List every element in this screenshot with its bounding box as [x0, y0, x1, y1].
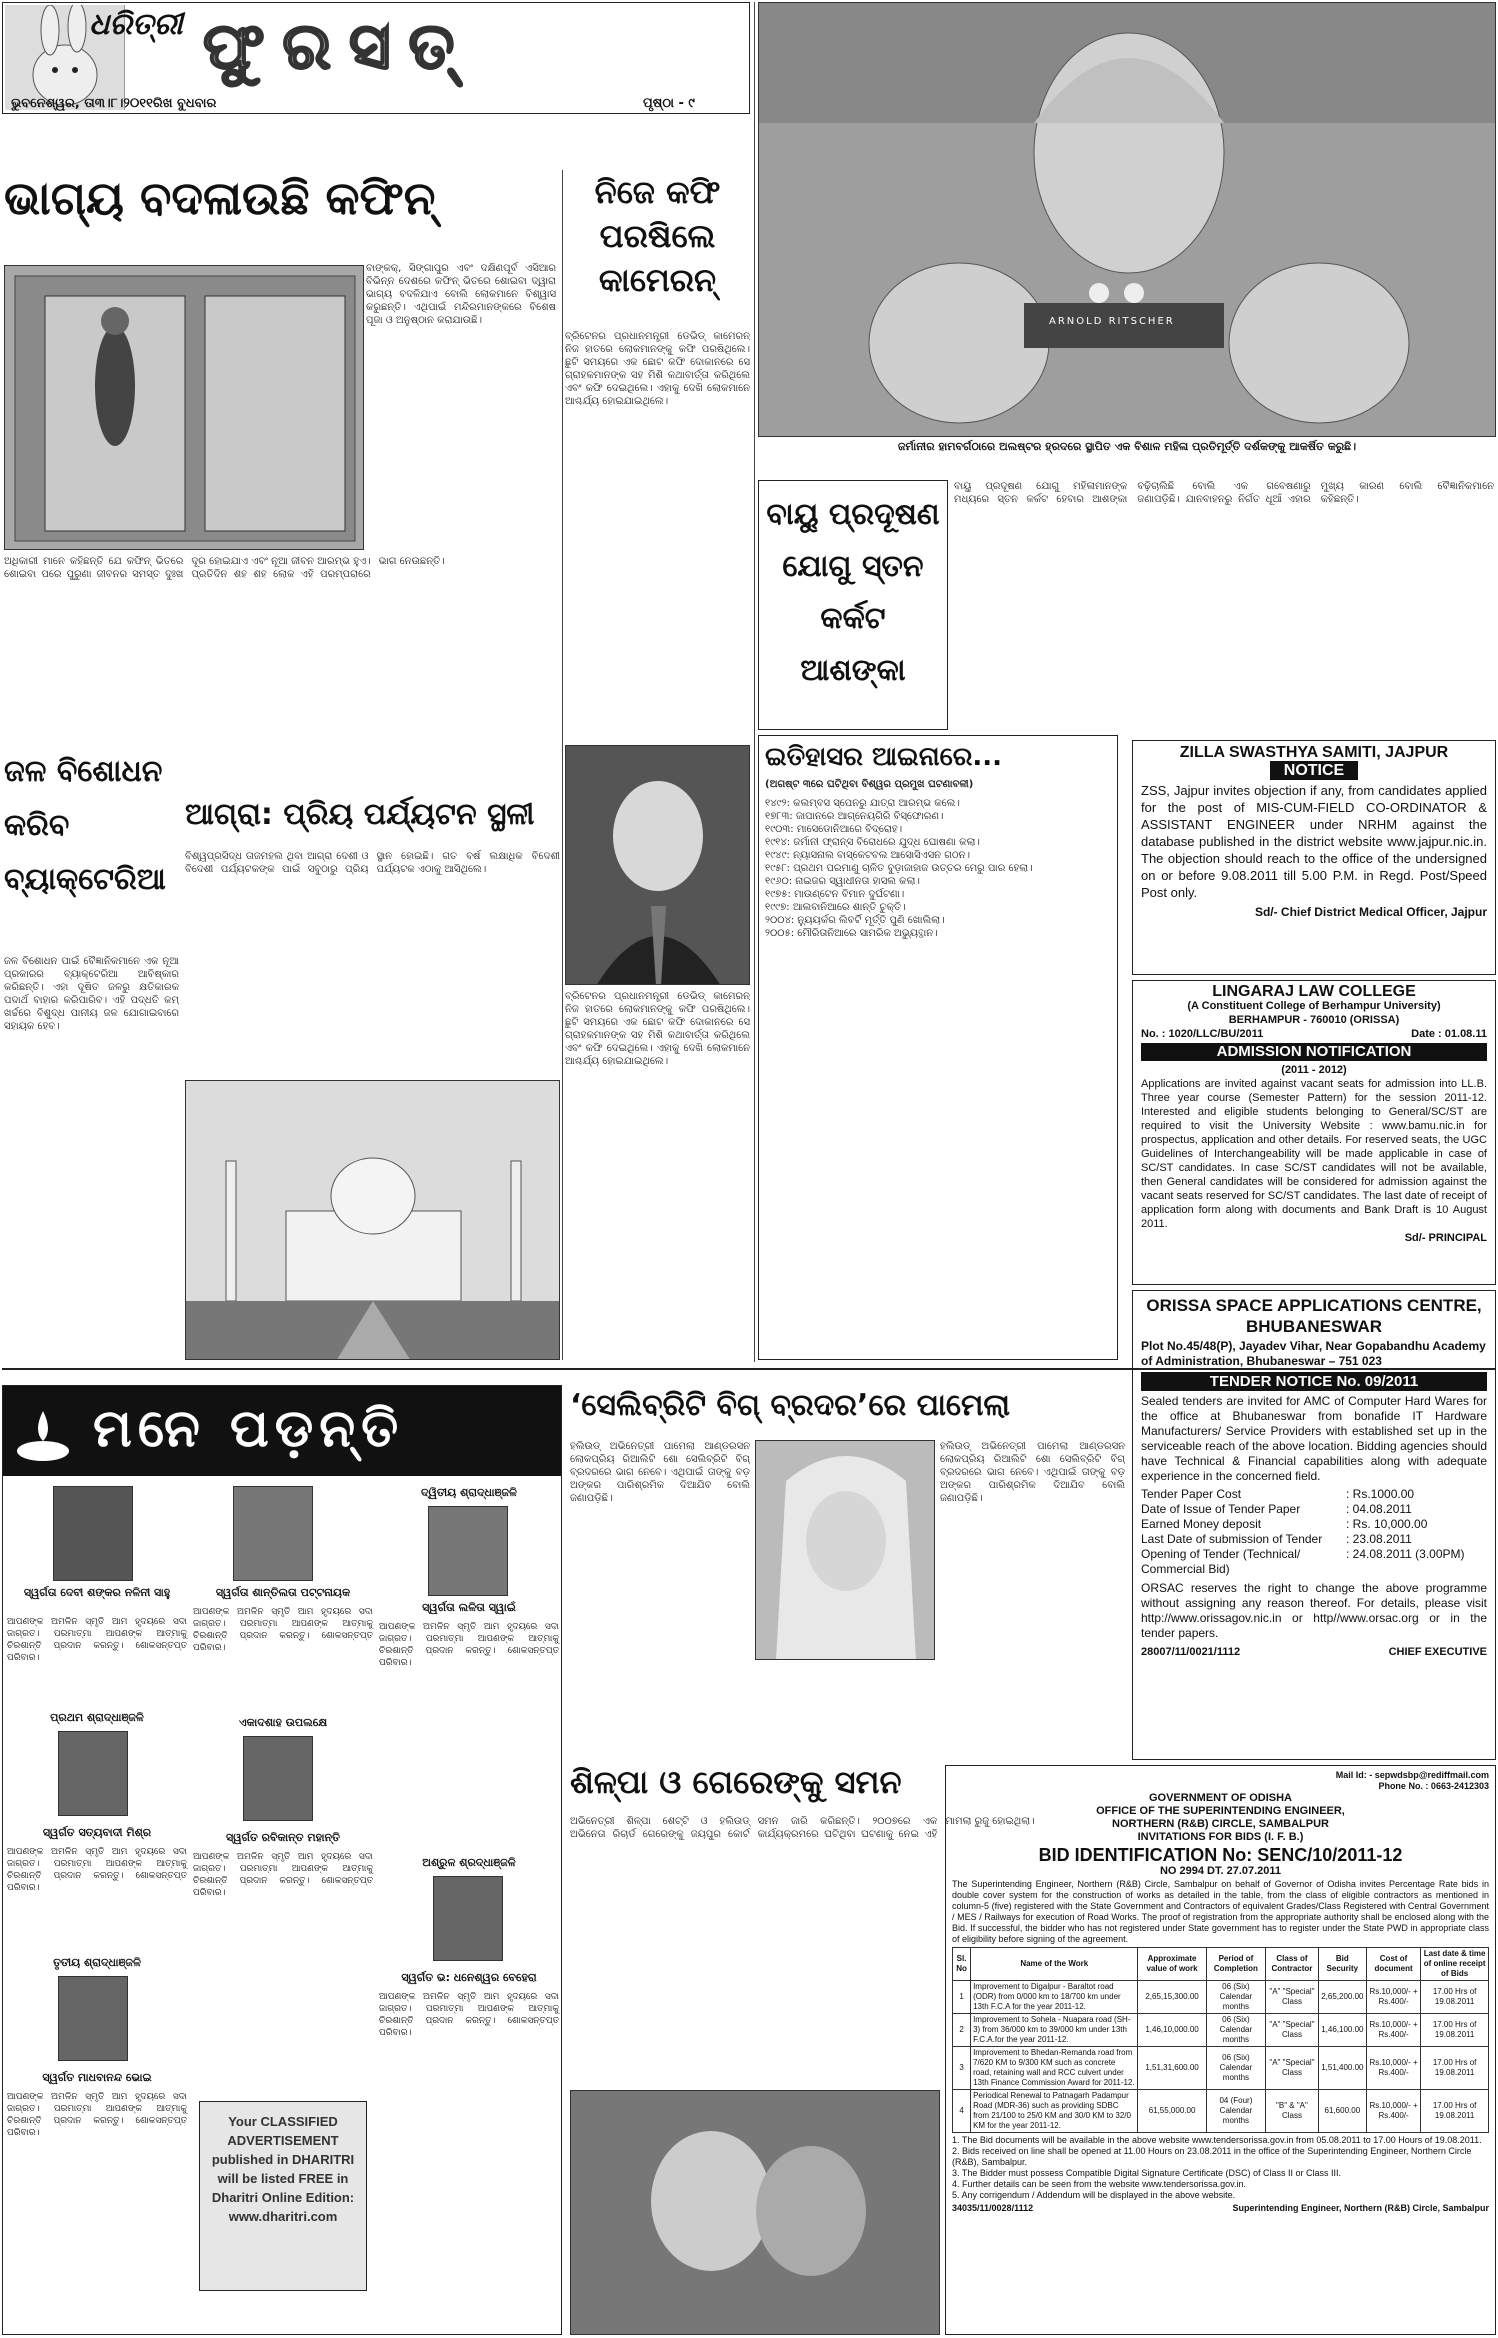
- pamela-body-2: ହଲିଉଡ୍ ଅଭିନେତ୍ରୀ ପାମେଲା ଆଣ୍ଡରସନ ଲୋକପ୍ରିୟ ରିଆଲିଟି ଶୋ ସେଲିବ୍ରିଟି ବିଗ୍ ବ୍ରଦରରେ ଭାଗ ନେବେ। ଏଥିପାଇଁ ତାଙ୍କୁ ବଡ଼ ଅଙ୍କର ପାରିଶ୍ରମିକ ଦିଆଯିବ ବୋଲି ଜଣାପଡ଼ିଛି।: [940, 1441, 1125, 1504]
- orsac-row-value: : 24.08.2011 (3.00PM): [1346, 1547, 1465, 1561]
- agra-headline: ଆଗ୍ରା: ପ୍ରିୟ ପର୍ଯ୍ୟଟନ ସ୍ଥଳୀ: [185, 797, 535, 832]
- bid-cell: 1: [953, 1981, 971, 2014]
- pamela-headline: ‘ସେଲିବ୍ରିଟି ବିଗ୍ ବ୍ରଦର’ରେ ପାମେଲା: [570, 1388, 1011, 1423]
- bid-cell: 2,65,200.00: [1318, 1981, 1366, 2014]
- govt-title-3: NORTHERN (R&B) CIRCLE, SAMBALPUR: [1112, 1818, 1329, 1830]
- bid-cell: 1,46,100.00: [1318, 2014, 1366, 2047]
- obit-text: ଆପଣଙ୍କ ଅମଳିନ ସ୍ମୃତି ଆମ ହୃଦୟରେ ସଦା ଜାଗ୍ରତ। ପରମାତ୍ମା ଆପଣଙ୍କ ଆତ୍ମାକୁ ଚିରଶାନ୍ତି ପ୍ରଦାନ କରନ୍ତୁ। ଶୋକସନ୍ତପ୍ତ ପରିବାର।: [7, 1617, 187, 1663]
- bid-cell: 1,46,10,000.00: [1138, 2014, 1206, 2047]
- coffin-body-2: ଅଧିକାରୀ ମାନେ କହିଛନ୍ତି ଯେ କଫିନ୍ ଭିତରେ ଶୋଇବା ପରେ ପୁରୁଣା ଜୀବନର ସମସ୍ତ ଦୁଃଖ ଦୂର ହୋଇଯାଏ ଏବଂ ନୂଆ ଜୀବନ ଆରମ୍ଭ ହୁଏ। ପ୍ରତିଦିନ ଶହ ଶହ ଲୋକ ଏହି ପରମ୍ପରାରେ ଭାଗ ନେଉଛନ୍ତି।: [4, 556, 445, 580]
- obit-name: ସ୍ୱର୍ଗତ ମାଧବାନନ୍ଦ ଭୋଇ: [42, 2071, 152, 2084]
- masthead: [2, 2, 750, 114]
- brand-logo: ଧରିତ୍ରୀ: [89, 7, 183, 42]
- obit-tribute: ପ୍ରଥମ ଶ୍ରାଦ୍ଧାଞ୍ଜଳି: [50, 1711, 144, 1724]
- orsac-title: ORISSA SPACE APPLICATIONS CENTRE, BHUBANESWAR: [1146, 1296, 1482, 1336]
- history-item: ୨୦୦୫: ମୌରିତାନିଆରେ ସାମରିକ ଅଭ୍ୟୁତ୍ଥାନ।: [765, 928, 938, 939]
- pollution-headline: ବାୟୁ ପ୍ରଦୂଷଣ ଯୋଗୁ ସ୍ତନ କର୍କଟ ଆଶଙ୍କା: [758, 480, 948, 730]
- orsac-footer: ORSAC reserves the right to change the above programme without assigning any reason thereof. For details, please visit http://www.orissagov.nic.in or http//www.orsac.org or in the tender papers.: [1141, 1581, 1487, 1640]
- govt-bid-id: BID IDENTIFICATION No: SENC/10/2011-12: [1038, 1845, 1403, 1865]
- bid-cell: 17.00 Hrs of 19.08.2011: [1421, 1981, 1489, 2014]
- bid-col-header: Last date & time of online receipt of Bids: [1421, 1948, 1489, 1981]
- table-row: [953, 2090, 1489, 2133]
- bid-cell: 06 (Six) Calendar months: [1206, 2014, 1265, 2047]
- govt-note: 2. Bids received on line shall be opened at 11.00 Hours on 23.08.2011 in the office of the Superintending Engineer, Northern Circle (R&B), Sambalpur.: [952, 2146, 1472, 2167]
- bid-cell: 06 (Six) Calendar months: [1206, 1981, 1265, 2014]
- cameron-body: ବ୍ରିଟେନର ପ୍ରଧାନମନ୍ତ୍ରୀ ଡେଭିଡ୍ କାମେରନ୍ ନିଜ ହାତରେ ଲୋକମାନଙ୍କୁ କଫି ପରଷିଥିଲେ। ଛୁଟି ସମୟରେ ଏକ ଛୋଟ କଫି ଦୋକାନରେ ସେ ଗ୍ରାହକମାନଙ୍କ ସହ ମିଶି କଥାବାର୍ତ୍ତା କରିଥିଲେ ଏବଂ କଫି ଦେଇଥିଲେ। ଏହାକୁ ଦେଖି ଲୋକମାନେ ଆଶ୍ଚର୍ଯ୍ୟ ହୋଇଯାଇଥିଲେ।: [565, 331, 750, 407]
- orsac-notice-label: TENDER NOTICE No. 09/2011: [1141, 1372, 1487, 1391]
- bid-col-header: Period of Completion: [1206, 1948, 1265, 1981]
- obit-photo: [243, 1736, 313, 1821]
- govt-title-4: INVITATIONS FOR BIDS (I. F. B.): [1137, 1831, 1304, 1843]
- bid-cell: "A" "Special" Class: [1266, 1981, 1319, 2014]
- obit-tribute: ଅଶ୍ରୁଳ ଶ୍ରଦ୍ଧାଞ୍ଜଳି: [422, 1856, 516, 1869]
- obit-text: ଆପଣଙ୍କ ଅମଳିନ ସ୍ମୃତି ଆମ ହୃଦୟରେ ସଦା ଜାଗ୍ରତ। ପରମାତ୍ମା ଆପଣଙ୍କ ଆତ୍ମାକୁ ଚିରଶାନ୍ତି ପ୍ରଦାନ କରନ୍ତୁ। ଶୋକସନ୍ତପ୍ତ ପରିବାର।: [379, 1992, 559, 2038]
- boat-label: ARNOLD RITSCHER: [1049, 316, 1175, 327]
- govt-body: The Superintending Engineer, Northern (R&B) Circle, Sambalpur on behalf of Governor of Odisha invites Percentage Rate bids in double cover system for the construction of works as detailed in the table, from the class of eligible contractors as mentioned in column-5 (five) registered with the State Government and Contractors of equivalent Grades/Class Registered with Central Government / MES / Railways for execution of Road Works. The proof of registration from the appropriate authority shall be enclosed along with the Bid. If successful, the bidder who has not registered under State government has to register under the State PWD in appropriate class of eligibility before signing of the agreement.: [952, 1879, 1489, 1944]
- bid-cell: "A" "Special" Class: [1266, 2047, 1319, 2090]
- bid-cell: 3: [953, 2047, 971, 2090]
- govt-phone: Phone No. : 0663-2412303: [1378, 1781, 1489, 1791]
- law-title: LINGARAJ LAW COLLEGE: [1212, 983, 1416, 1000]
- row-divider: [2, 1368, 1496, 1370]
- govt-sign: Superintending Engineer, Northern (R&B) Circle, Sambalpur: [1232, 2203, 1489, 2213]
- bid-col-header: Class of Contractor: [1266, 1948, 1319, 1981]
- orsac-address: Plot No.45/48(P), Jayadev Vihar, Near Gopabandhu Academy of Administration, Bhubaneswar – 751 023: [1141, 1339, 1486, 1368]
- zilla-title: ZILLA SWASTHYA SAMITI, JAJPUR: [1179, 744, 1449, 761]
- cameron-body-2: ବ୍ରିଟେନର ପ୍ରଧାନମନ୍ତ୍ରୀ ଡେଭିଡ୍ କାମେରନ୍ ନିଜ ହାତରେ ଲୋକମାନଙ୍କୁ କଫି ପରଷିଥିଲେ। ଛୁଟି ସମୟରେ ଏକ ଛୋଟ କଫି ଦୋକାନରେ ସେ ଗ୍ରାହକମାନଙ୍କ ସହ ମିଶି କଥାବାର୍ତ୍ତା କରିଥିଲେ ଏବଂ କଫି ଦେଇଥିଲେ। ଏହାକୁ ଦେଖି ଲୋକମାନେ ଆଶ୍ଚର୍ଯ୍ୟ ହୋଇଯାଇଥିଲେ।: [565, 991, 750, 1067]
- history-item: ୨୦୦୪: ନ୍ୟୁୟର୍କର ଲିବର୍ଟି ମୂର୍ତ୍ତି ପୁଣି ଖୋଲିଲା।: [765, 915, 945, 926]
- obit-photo: [53, 1486, 133, 1581]
- pamela-body: ହଲିଉଡ୍ ଅଭିନେତ୍ରୀ ପାମେଲା ଆଣ୍ଡରସନ ଲୋକପ୍ରିୟ ରିଆଲିଟି ଶୋ ସେଲିବ୍ରିଟି ବିଗ୍ ବ୍ରଦରରେ ଭାଗ ନେବେ। ଏଥିପାଇଁ ତାଙ୍କୁ ବଡ଼ ଅଙ୍କର ପାରିଶ୍ରମିକ ଦିଆଯିବ ବୋଲି ଜଣାପଡ଼ିଛି।: [570, 1441, 750, 1504]
- govt-mail: Mail Id: - sepwdsbp@rediffmail.com: [1335, 1770, 1489, 1780]
- obit-photo: [58, 1731, 128, 1816]
- bid-cell: Periodical Renewal to Patnagarh Padampur Road (MDR-36) such as providing SDBC from 21/100 to 25/0 KM and 30/0 KM to 32/0 KM for the year 2011-12.: [971, 2090, 1138, 2133]
- bid-cell: 61,600.00: [1318, 2090, 1366, 2133]
- history-subtitle: (ଅଗଷ୍ଟ ୩ରେ ଘଟିଥିବା ବିଶ୍ୱର ପ୍ରମୁଖ ଘଟଣାବଳୀ): [765, 779, 974, 790]
- page-number: ପୃଷ୍ଠା - ୯: [643, 96, 695, 111]
- table-row: [953, 1981, 1489, 2014]
- law-sub2: BERHAMPUR - 760010 (ORISSA): [1228, 1014, 1400, 1026]
- history-item: ୧୯୦୩: ମାସେଡୋନିଆରେ ବିଦ୍ରୋହ।: [765, 824, 903, 835]
- orsac-row-label: Date of Issue of Tender Paper: [1141, 1502, 1301, 1516]
- cameron-headline: ନିଜେ କଫି ପରଷିଲେ କାମେରନ୍: [594, 173, 721, 299]
- orsac-row-value: : Rs.1000.00: [1346, 1487, 1415, 1501]
- history-item: ୧୭୮୩: ଜାପାନରେ ଆଗ୍ନେୟଗିରି ବିସ୍ଫୋରଣ।: [765, 811, 944, 822]
- orsac-row-label: Last Date of submission of Tender: [1141, 1532, 1323, 1546]
- govt-bid-notice: [945, 1765, 1496, 2335]
- pamela-photo: [755, 1440, 935, 1660]
- zilla-body: ZSS, Jajpur invites objection if any, from candidates applied for the post of MIS-CUM-FIELD CO-ORDINATOR & ASSISTANT ENGINEER under NRHM against the database published in the district website www.jajpur.nic.in. The objection should reach to the office of the undersigned on or before 9.08.2011 till 5.00 P.M. in Regd. Post/Speed Post only.: [1141, 783, 1487, 900]
- coffin-headline: ଭାଗ୍ୟ ବଦଳାଉଛି କଫିନ୍: [4, 171, 436, 225]
- bid-col-header: Sl. No: [953, 1948, 971, 1981]
- summons-headline: ଶିଳ୍ପା ଓ ଗେରେଙ୍କୁ ସମନ: [570, 1763, 902, 1801]
- bid-cell: "B" & "A" Class: [1266, 2090, 1319, 2133]
- bid-cell: 04 (Four) Calendar months: [1206, 2090, 1265, 2133]
- bid-cell: 17.00 Hrs of 19.08.2011: [1421, 2047, 1489, 2090]
- obit-text: ଆପଣଙ୍କ ଅମଳିନ ସ୍ମୃତି ଆମ ହୃଦୟରେ ସଦା ଜାଗ୍ରତ। ପରମାତ୍ମା ଆପଣଙ୍କ ଆତ୍ମାକୁ ଚିରଶାନ୍ତି ପ୍ରଦାନ କରନ୍ତୁ। ଶୋକସନ୍ତପ୍ତ ପରିବାର।: [7, 1847, 187, 1893]
- govt-note: 1. The Bid documents will be available in the above website www.tendersorissa.gov.in from 05.08.2011 to 17.00 Hours of 19.08.2011.: [952, 2135, 1482, 2145]
- classified-box: [199, 2101, 367, 2291]
- bid-cell: 4: [953, 2090, 971, 2133]
- coffin-body-1: ବାଙ୍କକ୍, ସିଙ୍ଗାପୁର ଏବଂ ଦକ୍ଷିଣପୂର୍ବ ଏସିଆର ବିଭିନ୍ନ ଦେଶରେ କଫିନ୍ ଭିତରେ ଶୋଇବା ଦ୍ୱାରା ଭାଗ୍ୟ ବଦଳିଯାଏ ବୋଲି ଲୋକମାନେ ବିଶ୍ୱାସ କରୁଛନ୍ତି। ଏଥିପାଇଁ ମନ୍ଦିରମାନଙ୍କରେ ବିଶେଷ ପୂଜା ଓ ଅନୁଷ୍ଠାନ କରାଯାଉଛି।: [366, 263, 556, 326]
- summons-body: ଅଭିନେତ୍ରୀ ଶିଳ୍ପା ଶେଟ୍ଟି ଓ ହଲିଉଡ୍ ଅଭିନେତା ରିଚାର୍ଡ ଗେରେଙ୍କୁ ଜୟପୁର କୋର୍ଟ ସମନ ଜାରି କରିଛନ୍ତି। ୨୦୦୭ରେ ଏକ କାର୍ଯ୍ୟକ୍ରମରେ ଘଟିଥିବା ଘଟଣାକୁ ନେଇ ଏହି ମାମଲା ରୁଜୁ ହୋଇଥିଲା।: [570, 1816, 1035, 1840]
- bid-cell: Improvement to Digalpur - Baraltot road (ODR) from 0/000 km to 18/700 km under 13th F.C.A for the year 2011-12.: [971, 1981, 1138, 2014]
- statue-caption: ଜର୍ମାନୀର ହାମବର୍ଗଠାରେ ଅଲଷ୍ଟର ହ୍ରଦରେ ସ୍ଥାପିତ ଏକ ବିଶାଳ ମହିଳା ପ୍ରତିମୂର୍ତ୍ତି ଦର୍ଶକଙ୍କୁ ଆକର୍ଷିତ କରୁଛି।: [897, 440, 1357, 453]
- orsac-row-label: Opening of Tender (Technical/ Commercial Bid): [1141, 1547, 1301, 1576]
- obit-text: ଆପଣଙ୍କ ଅମଳିନ ସ୍ମୃତି ଆମ ହୃଦୟରେ ସଦା ଜାଗ୍ରତ। ପରମାତ୍ମା ଆପଣଙ୍କ ଆତ୍ମାକୁ ଚିରଶାନ୍ତି ପ୍ରଦାନ କରନ୍ତୁ। ଶୋକସନ୍ତପ୍ତ ପରିବାର।: [379, 1622, 559, 1668]
- orsac-row-value: : 04.08.2011: [1346, 1502, 1412, 1516]
- bid-cell: Rs.10,000/- + Rs.400/-: [1366, 2047, 1420, 2090]
- govt-title-1: GOVERNMENT OF ODISHA: [1148, 1792, 1292, 1804]
- bid-cell: 61,55,000.00: [1138, 2090, 1206, 2133]
- bid-cell: 1,51,400.00: [1318, 2047, 1366, 2090]
- bid-cell: 17.00 Hrs of 19.08.2011: [1421, 2014, 1489, 2047]
- column-divider: [562, 170, 563, 1360]
- obit-tribute: ତୃତୀୟ ଶ୍ରାଦ୍ଧାଞ୍ଜଳି: [53, 1956, 141, 1969]
- law-notice: [1132, 980, 1496, 1285]
- table-row: [953, 2014, 1489, 2047]
- orsac-notice: [1132, 1290, 1496, 1760]
- obit-name: ସ୍ୱର୍ଗତା ଶାନ୍ତିଲତା ପଟ୍ଟନାୟକ: [215, 1586, 351, 1599]
- law-year: (2011 - 2012): [1281, 1064, 1347, 1076]
- obit-name: ସ୍ୱର୍ଗତ ସତ୍ୟବାଦୀ ମିଶ୍ର: [42, 1826, 152, 1839]
- history-item: ୧୯୪୯: ନ୍ୟାସନାଲ ବାସ୍କେଟବଲ ଆସୋସିଏସନ ଗଠନ।: [765, 850, 970, 861]
- column-divider: [754, 2, 755, 1362]
- statue-photo: [758, 2, 1496, 437]
- history-item: ୧୯୯୭: ଆଲବାନିଆରେ ଶାନ୍ତି ଚୁକ୍ତି।: [765, 902, 906, 913]
- water-body: ଜଳ ବିଶୋଧନ ପାଇଁ ବୈଜ୍ଞାନିକମାନେ ଏକ ନୂଆ ପ୍ରକାରର ବ୍ୟାକ୍ଟେରିଆ ଆବିଷ୍କାର କରିଛନ୍ତି। ଏହା ଦୂଷିତ ଜଳରୁ କ୍ଷତିକାରକ ପଦାର୍ଥ ବାହାର କରିପାରିବ। ଏହି ପଦ୍ଧତି କମ୍ ଖର୍ଚ୍ଚରେ ବିଶୁଦ୍ଧ ପାନୀୟ ଜଳ ଯୋଗାଇବାରେ ସହାୟକ ହେବ।: [4, 956, 179, 1032]
- bid-cell: Rs.10,000/- + Rs.400/-: [1366, 2014, 1420, 2047]
- orsac-row-value: : 23.08.2011: [1346, 1532, 1412, 1546]
- history-item: ୧୯୬୦: ନାଇଜର ସ୍ୱାଧୀନତା ହାସଲ କଲା।: [765, 876, 920, 887]
- bid-cell: 1,51,31,600.00: [1138, 2047, 1206, 2090]
- bid-col-header: Approximate value of work: [1138, 1948, 1206, 1981]
- orsac-body: Sealed tenders are invited for AMC of Computer Hard Wares for the office at Bhubaneswar from bonafide IT Hardware Manufacturers/ Service Providers with established set up in the serviceable reach of the above location. Bidding agencies should have Technical & Financial capabilities along with adequate experience in the concerned field.: [1141, 1394, 1487, 1483]
- agra-body: ବିଶ୍ୱପ୍ରସିଦ୍ଧ ତାଜମହଲ ଥିବା ଆଗ୍ରା ଦେଶୀ ଓ ବିଦେଶୀ ପର୍ଯ୍ୟଟକଙ୍କ ପାଇଁ ସବୁଠାରୁ ପ୍ରିୟ ସ୍ଥାନ ହୋଇଛି। ଗତ ବର୍ଷ ଲକ୍ଷାଧିକ ବିଦେଶୀ ପର୍ଯ୍ୟଟକ ଏଠାକୁ ଆସିଥିଲେ।: [185, 851, 560, 875]
- water-headline: ଜଳ ବିଶୋଧନ କରିବ ବ୍ୟାକ୍ଟେରିଆ: [4, 754, 166, 897]
- govt-note: 3. The Bidder must possess Compatible Digital Signature Certificate (DSC) of Class II or Class III.: [952, 2168, 1341, 2178]
- bid-cell: 17.00 Hrs of 19.08.2011: [1421, 2090, 1489, 2133]
- obit-tribute: ଏକାଦଶାହ ଉପଲକ୍ଷେ: [238, 1716, 328, 1729]
- obit-text: ଆପଣଙ୍କ ଅମଳିନ ସ୍ମୃତି ଆମ ହୃଦୟରେ ସଦା ଜାଗ୍ରତ। ପରମାତ୍ମା ଆପଣଙ୍କ ଆତ୍ମାକୁ ଚିରଶାନ୍ତି ପ୍ରଦାନ କରନ୍ତୁ। ଶୋକସନ୍ତପ୍ତ ପରିବାର।: [193, 1607, 373, 1653]
- bid-cell: Improvement to Bhedan-Remanda road from 7/620 KM to 9/300 KM such as concrete road, retaining wall and RCC culvert under 13th Finance Commission Award for 2011-12.: [971, 2047, 1138, 2090]
- pollution-box: [758, 480, 1496, 732]
- history-item: ୧୪୯୨: କଲମ୍ବସ ସ୍ପେନରୁ ଯାତ୍ରା ଆରମ୍ଭ କଲେ।: [765, 798, 960, 809]
- law-sign: Sd/- PRINCIPAL: [1404, 1232, 1487, 1244]
- govt-note: 4. Further details can be seen from the website www.tendersorissa.gov.in.: [952, 2179, 1246, 2189]
- bid-cell: Rs.10,000/- + Rs.400/-: [1366, 1981, 1420, 2014]
- section-title: ଫୁରସତ୍: [203, 10, 473, 84]
- law-notice-label: ADMISSION NOTIFICATION: [1141, 1043, 1487, 1061]
- obit-text: ଆପଣଙ୍କ ଅମଳିନ ସ୍ମୃତି ଆମ ହୃଦୟରେ ସଦା ଜାଗ୍ରତ। ପରମାତ୍ମା ଆପଣଙ୍କ ଆତ୍ମାକୁ ଚିରଶାନ୍ତି ପ୍ରଦାନ କରନ୍ତୁ। ଶୋକସନ୍ତପ୍ତ ପରିବାର।: [193, 1852, 373, 1898]
- law-body: Applications are invited against vacant seats for admission into LL.B. Three year course (Semester Pattern) for the session 2011-12. Interested and eligible students belonging to General/SC/ST are required to visit the University Website : www.bamu.nic.in for prospectus, application and other details. For reserved seats, the UGC Guidelines of Interchangeability will be made applicable in case of SC/ST candidates. In case SC/ST candidates will not be available, then General candidates will be considered for admission against the vacant seats reserved for SC/ST candidates. The last date of receipt of application form along with documents and Bank Draft is 10 August 2011.: [1141, 1078, 1487, 1230]
- classified-text: Your CLASSIFIED ADVERTISEMENT published in DHARITRI will be listed FREE in Dharitri Online Edition: www.dharitri.com: [211, 2114, 355, 2224]
- lamp-icon: [13, 1406, 73, 1466]
- dateline: ଭୁବନେଶ୍ୱର, ତା୩।୮।୨୦୧୧ରିଖ ବୁଧବାର: [11, 96, 217, 111]
- history-item: ୧୯୫୮: ପ୍ରଥମ ପରମାଣୁ ଚାଳିତ ବୁଡ଼ାଜାହାଜ ଉତ୍ତର ମେରୁ ପାର ହେଲା।: [765, 863, 1033, 874]
- obit-section: [2, 1385, 562, 2335]
- pollution-body: ବାୟୁ ପ୍ରଦୂଷଣ ଯୋଗୁ ମହିଳାମାନଙ୍କ ମଧ୍ୟରେ ସ୍ତନ କର୍କଟ ହେବାର ଆଶଙ୍କା ବଢ଼ିଚାଲିଛି ବୋଲି ଏକ ଗବେଷଣାରୁ ଜଣାପଡ଼ିଛି। ଯାନବାହନରୁ ନିର୍ଗତ ଧୂଆଁ ଏହାର ମୁଖ୍ୟ କାରଣ ବୋଲି ବୈଜ୍ଞାନିକମାନେ କହିଛନ୍ତି।: [954, 481, 1494, 505]
- govt-ref: 34035/11/0028/1112: [952, 2203, 1034, 2213]
- bid-cell: Rs.10,000/- + Rs.400/-: [1366, 2090, 1420, 2133]
- orsac-sign: CHIEF EXECUTIVE: [1388, 1646, 1487, 1658]
- bid-cell: 2: [953, 2014, 971, 2047]
- history-item: ୧୯୧୪: ଜର୍ମାନୀ ଫ୍ରାନ୍ସ ବିରୋଧରେ ଯୁଦ୍ଧ ଘୋଷଣା କଲା।: [765, 837, 980, 848]
- history-headline: ଇତିହାସର ଆଇନାରେ...: [765, 742, 1003, 772]
- govt-note: 5. Any corrigendum / Addendum will be displayed in the above website.: [952, 2190, 1236, 2200]
- obit-name: ସ୍ୱର୍ଗତ ଭ: ଧନେଶ୍ୱର ବେହେରା: [401, 1971, 537, 1984]
- obit-photo: [58, 1976, 128, 2061]
- bid-col-header: Cost of document: [1366, 1948, 1420, 1981]
- govt-no: NO 2994 DT. 27.07.2011: [1159, 1865, 1282, 1877]
- obit-name: ସ୍ୱର୍ଗତ ରବିକାନ୍ତ ମହାନ୍ତି: [226, 1831, 340, 1844]
- obit-text: ଆପଣଙ୍କ ଅମଳିନ ସ୍ମୃତି ଆମ ହୃଦୟରେ ସଦା ଜାଗ୍ରତ। ପରମାତ୍ମା ଆପଣଙ୍କ ଆତ୍ମାକୁ ଚିରଶାନ୍ତି ପ୍ରଦାନ କରନ୍ତୁ। ଶୋକସନ୍ତପ୍ତ ପରିବାର।: [7, 2092, 187, 2138]
- orsac-ref: 28007/11/0021/1112: [1141, 1646, 1241, 1658]
- obit-photo: [433, 1876, 503, 1961]
- orsac-row-value: : Rs. 10,000.00: [1346, 1517, 1428, 1531]
- bid-cell: "A" "Special" Class: [1266, 2014, 1319, 2047]
- obit-banner-title: ମନେ ପଡ଼ନ୍ତି: [93, 1399, 405, 1459]
- obit-photo: [233, 1486, 313, 1581]
- bid-col-header: Name of the Work: [971, 1948, 1138, 1981]
- zilla-notice: [1132, 740, 1496, 975]
- bid-cell: 06 (Six) Calendar months: [1206, 2047, 1265, 2090]
- summons-photo: [570, 2090, 940, 2335]
- govt-title-2: OFFICE OF THE SUPERINTENDING ENGINEER,: [1096, 1805, 1345, 1817]
- bid-cell: Improvement to Sohela - Nuapara road (SH-3) from 36/000 km to 39/000 km under 13th F.C.A.for the year 2011-12.: [971, 2014, 1138, 2047]
- obit-photo: [428, 1506, 508, 1596]
- bid-col-header: Bid Security: [1318, 1948, 1366, 1981]
- bid-cell: 2,65,15,300.00: [1138, 1981, 1206, 2014]
- obit-name: ସ୍ୱର୍ଗତା ଲଳିତା ସ୍ୱାଇଁ: [422, 1601, 516, 1614]
- orsac-row-label: Tender Paper Cost: [1141, 1487, 1242, 1501]
- tajmahal-photo: [185, 1080, 560, 1360]
- obit-name: ସ୍ୱର୍ଗତା ଦେବୀ ଶଙ୍କର ନଳିନୀ ସାହୁ: [23, 1586, 171, 1599]
- law-ref-no: No. : 1020/LLC/BU/2011: [1141, 1028, 1264, 1040]
- bid-table: [952, 1947, 1489, 2133]
- history-box: [758, 735, 1118, 1360]
- law-date: Date : 01.08.11: [1411, 1028, 1487, 1040]
- zilla-notice-label: NOTICE: [1270, 761, 1358, 780]
- coffin-photo: [4, 265, 364, 550]
- table-row: [953, 2047, 1489, 2090]
- law-sub1: (A Constituent College of Berhampur University): [1187, 1000, 1441, 1012]
- orsac-row-label: Earned Money deposit: [1141, 1517, 1262, 1531]
- history-item: ୧୯୭୫: ମାଉଣ୍ଟେନ ବିମାନ ଦୁର୍ଘଟଣା।: [765, 889, 905, 900]
- obit-banner: [3, 1386, 561, 1476]
- obit-tribute: ଦ୍ୱିତୀୟ ଶ୍ରାଦ୍ଧାଞ୍ଜଳି: [421, 1486, 517, 1499]
- bid-table-header: [953, 1948, 1489, 1981]
- zilla-sign: Sd/- Chief District Medical Officer, Jajpur: [1254, 905, 1487, 919]
- cameron-photo: [565, 745, 750, 985]
